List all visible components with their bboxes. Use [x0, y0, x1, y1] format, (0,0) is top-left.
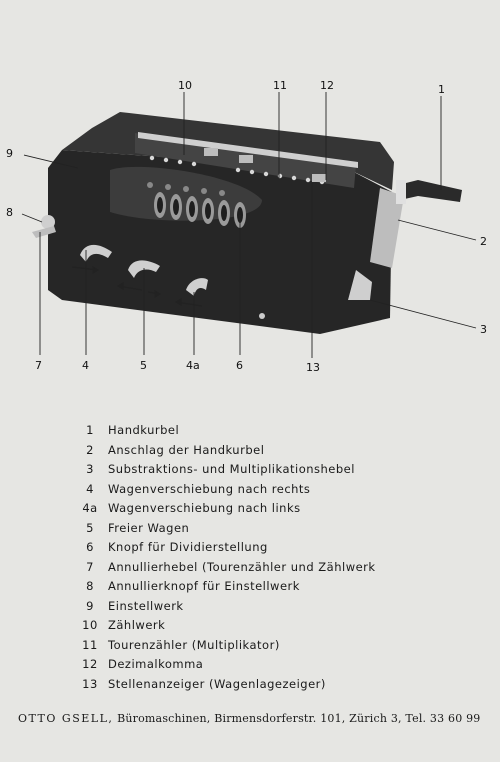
legend-item: 8 Annullierknopf für Einstellwerk [86, 579, 300, 593]
callout-7: 7 [35, 359, 42, 372]
dealer-address: Büromaschinen, Birmensdorferstr. 101, Zürich 3, Tel. 33 60 99 [117, 712, 481, 725]
callout-2: 2 [480, 235, 487, 248]
callout-10: 10 [178, 79, 192, 92]
legend-item: 9 Einstellwerk [86, 598, 184, 613]
callout-13: 13 [306, 361, 320, 374]
legend-item: 6 Knopf für Dividierstellung [86, 540, 268, 554]
legend-item: 10 Zählwerk [82, 618, 166, 632]
legend-item: 1 Handkurbel [86, 423, 180, 437]
callout-5: 5 [140, 359, 147, 372]
callout-8: 8 [6, 206, 13, 219]
legend-item: 12 Dezimalkomma [82, 657, 204, 671]
parts-legend [76, 421, 406, 694]
legend-item: 5 Freier Wagen [86, 520, 190, 535]
legend-item: 7 Annullierhebel (Tourenzähler und Zählwerk [86, 559, 376, 574]
legend-item: 13 Stellenanzeiger (Wagenlagezeiger) [82, 676, 326, 691]
calculator-machine [32, 112, 462, 334]
callout-3: 3 [480, 323, 487, 336]
callout-12: 12 [320, 79, 334, 92]
dealer-footer [18, 712, 488, 725]
legend-item: 3 Substraktions- und Multiplikationshebel [86, 462, 355, 476]
legend-item: 4a Wagenverschiebung nach links [82, 501, 301, 515]
callout-4a: 4a [186, 359, 200, 372]
callout-11: 11 [273, 79, 287, 92]
legend-item: 2 Anschlag der Handkurbel [86, 442, 265, 457]
legend-item: 4 Wagenverschiebung nach rechts [86, 481, 311, 496]
legend-item: 11 Tourenzähler (Multiplikator) [82, 637, 280, 652]
callout-9: 9 [6, 147, 13, 160]
callout-4: 4 [82, 359, 89, 372]
callout-1: 1 [438, 83, 445, 96]
dealer-name: OTTO GSELL, [18, 712, 114, 725]
callout-6: 6 [236, 359, 243, 372]
